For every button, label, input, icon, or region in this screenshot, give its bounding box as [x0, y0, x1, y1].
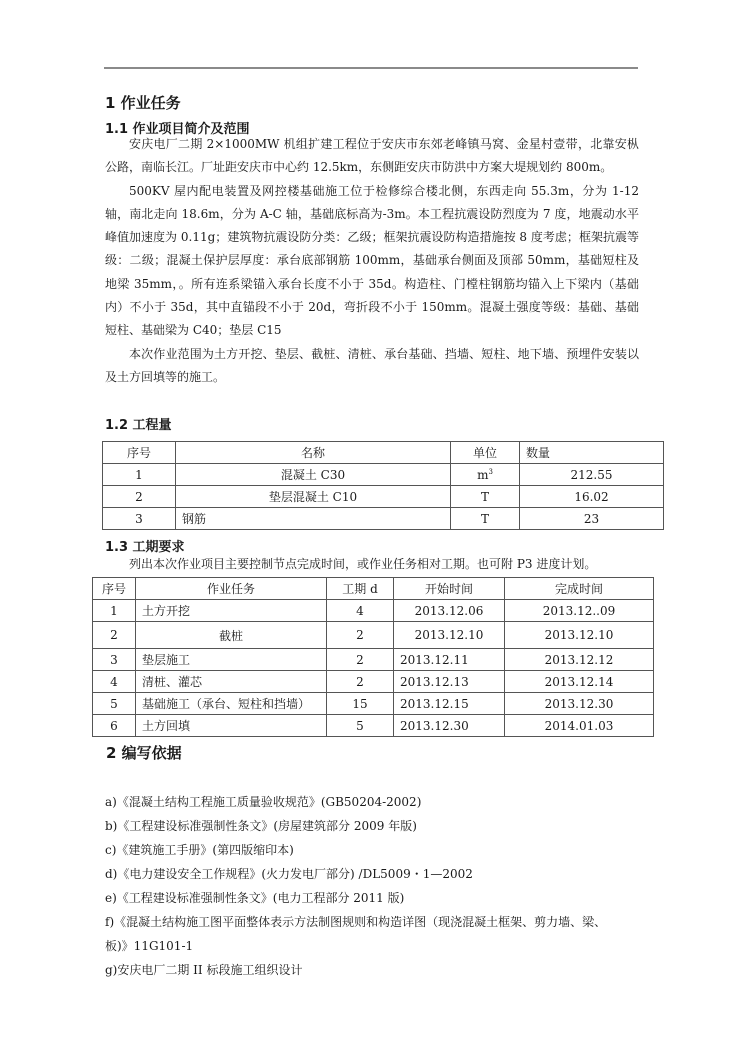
cell-qty: 212.55 — [520, 464, 664, 486]
section-1-1-body — [105, 133, 639, 389]
table-row — [93, 671, 654, 693]
cell-task: 土方开挖 — [136, 600, 327, 622]
header-rule — [104, 67, 638, 69]
header-cell: 单位 — [451, 442, 520, 464]
reference-item: d)《电力建设安全工作规程》(火力发电厂部分) /DL5009・1—2002 — [105, 867, 473, 881]
header-cell: 作业任务 — [136, 578, 327, 600]
paragraph: 安庆电厂二期 2×1000MW 机组扩建工程位于安庆市东郊老峰镇马窝、金星村壹带，北靠安枞公路，南临长江。厂址距安庆市中心约 12.5km，东侧距安庆市防洪中方案大堤规划约 800m。 — [105, 137, 639, 175]
cell-no: 4 — [93, 671, 136, 693]
reference-item: b)《工程建设标准强制性条文》(房屋建筑部分 2009 年版) — [105, 819, 417, 833]
cell-no: 6 — [93, 715, 136, 737]
cell-end: 2014.01.03 — [505, 715, 654, 737]
cell-unit: T — [451, 486, 520, 508]
reference-item: a)《混凝土结构工程施工质量验收规范》(GB50204-2002) — [105, 795, 422, 809]
unit-superscript: 3 — [488, 467, 493, 476]
cell-end: 2013.12.12 — [505, 649, 654, 671]
cell-unit: T — [451, 508, 520, 530]
cell-name: 钢筋 — [176, 508, 451, 530]
reference-item: f)《混凝土结构施工图平面整体表示方法制图规则和构造详图（现浇混凝土框架、剪力墙、梁、 — [105, 915, 607, 929]
table-row — [93, 715, 654, 737]
reference-item: g)安庆电厂二期 II 标段施工组织设计 — [105, 963, 303, 977]
reference-item: e)《工程建设标准强制性条文》(电力工程部分 2011 版) — [105, 891, 405, 905]
cell-no: 5 — [93, 693, 136, 715]
cell-no: 2 — [93, 622, 136, 649]
cell-task: 清桩、灌芯 — [136, 671, 327, 693]
cell-start: 2013.12.10 — [394, 622, 505, 649]
cell-unit — [451, 464, 520, 486]
cell-task: 垫层施工 — [136, 649, 327, 671]
table-header-row — [93, 578, 654, 600]
section-2-heading: 2 编写依据 — [106, 744, 182, 762]
cell-start: 2013.12.11 — [394, 649, 505, 671]
cell-start: 2013.12.06 — [394, 600, 505, 622]
section-1-1-heading: 1.1 作业项目简介及范围 — [105, 122, 250, 137]
cell-qty: 23 — [520, 508, 664, 530]
paragraph: 500KV 屋内配电装置及网控楼基础施工位于检修综合楼北侧，东西走向 55.3m，分为 1-12 轴，南北走向 18.6m，分为 A-C 轴，基础底标高为-3m。本工程抗震设防烈度为 7 度，地震动水平峰值加速度为 0.11g；建筑物抗震设防分类：乙级；框架抗震设防构造措施按 8 度考虑；框架抗震等级：二级；混凝土保护层厚度：承台底部钢筋 100mm，基础承台侧面及顶部 50mm，基础短柱及地梁 35mm，。所有连系梁锚入承台长度不小于 35d。构造柱、门樘柱钢筋均锚入上下梁内（基础内）不小于 35d，其中直锚段不小于 20d，弯折段不小于 150mm。混凝土强度等级：基础、基础短柱、基础梁为 C40；垫层 C15 — [105, 183, 639, 338]
cell-no: 1 — [103, 464, 176, 486]
reference-item: c)《建筑施工手册》(第四版缩印本) — [105, 843, 294, 857]
table-row — [103, 486, 664, 508]
header-cell: 序号 — [93, 578, 136, 600]
table-row — [93, 600, 654, 622]
cell-start: 2013.12.15 — [394, 693, 505, 715]
section-1-heading: 1 作业任务 — [105, 94, 181, 112]
header-cell: 序号 — [103, 442, 176, 464]
header-cell: 数量 — [520, 442, 664, 464]
schedule-table — [92, 577, 654, 737]
table-row — [103, 508, 664, 530]
table-row — [93, 649, 654, 671]
cell-no: 3 — [103, 508, 176, 530]
section-1-2-heading: 1.2 工程量 — [105, 418, 172, 433]
cell-qty: 16.02 — [520, 486, 664, 508]
header-cell: 完成时间 — [505, 578, 654, 600]
paragraph: 列出本次作业项目主要控制节点完成时间，或作业任务相对工期。也可附 P3 进度计划。 — [129, 557, 597, 571]
unit-text: m — [477, 467, 489, 482]
table-header-row — [103, 442, 664, 464]
cell-task: 土方回填 — [136, 715, 327, 737]
section-1-3-heading: 1.3 工期要求 — [105, 540, 185, 555]
cell-name: 混凝土 C30 — [176, 464, 451, 486]
section-1-3-intro — [105, 553, 639, 576]
cell-start: 2013.12.13 — [394, 671, 505, 693]
cell-days: 5 — [327, 715, 394, 737]
cell-days: 15 — [327, 693, 394, 715]
cell-days: 2 — [327, 671, 394, 693]
header-cell: 开始时间 — [394, 578, 505, 600]
cell-name: 垫层混凝土 C10 — [176, 486, 451, 508]
table-row — [103, 464, 664, 486]
cell-task: 基础施工（承台、短柱和挡墙） — [136, 693, 327, 715]
header-cell: 名称 — [176, 442, 451, 464]
cell-end: 2013.12.10 — [505, 622, 654, 649]
paragraph: 本次作业范围为土方开挖、垫层、截桩、清桩、承台基础、挡墙、短柱、地下墙、预埋件安装以及土方回填等的施工。 — [105, 346, 639, 384]
cell-start: 2013.12.30 — [394, 715, 505, 737]
header-cell: 工期 d — [327, 578, 394, 600]
cell-no: 2 — [103, 486, 176, 508]
reference-item-continued: 板)》11G101-1 — [105, 939, 194, 953]
cell-end: 2013.12.30 — [505, 693, 654, 715]
cell-end: 2013.12..09 — [505, 600, 654, 622]
cell-days: 4 — [327, 600, 394, 622]
cell-days: 2 — [327, 649, 394, 671]
cell-no: 3 — [93, 649, 136, 671]
cell-task: 截桩 — [136, 622, 327, 649]
table-row — [93, 622, 654, 649]
quantities-table — [102, 441, 664, 530]
cell-no: 1 — [93, 600, 136, 622]
cell-days: 2 — [327, 622, 394, 649]
cell-end: 2013.12.14 — [505, 671, 654, 693]
table-row — [93, 693, 654, 715]
